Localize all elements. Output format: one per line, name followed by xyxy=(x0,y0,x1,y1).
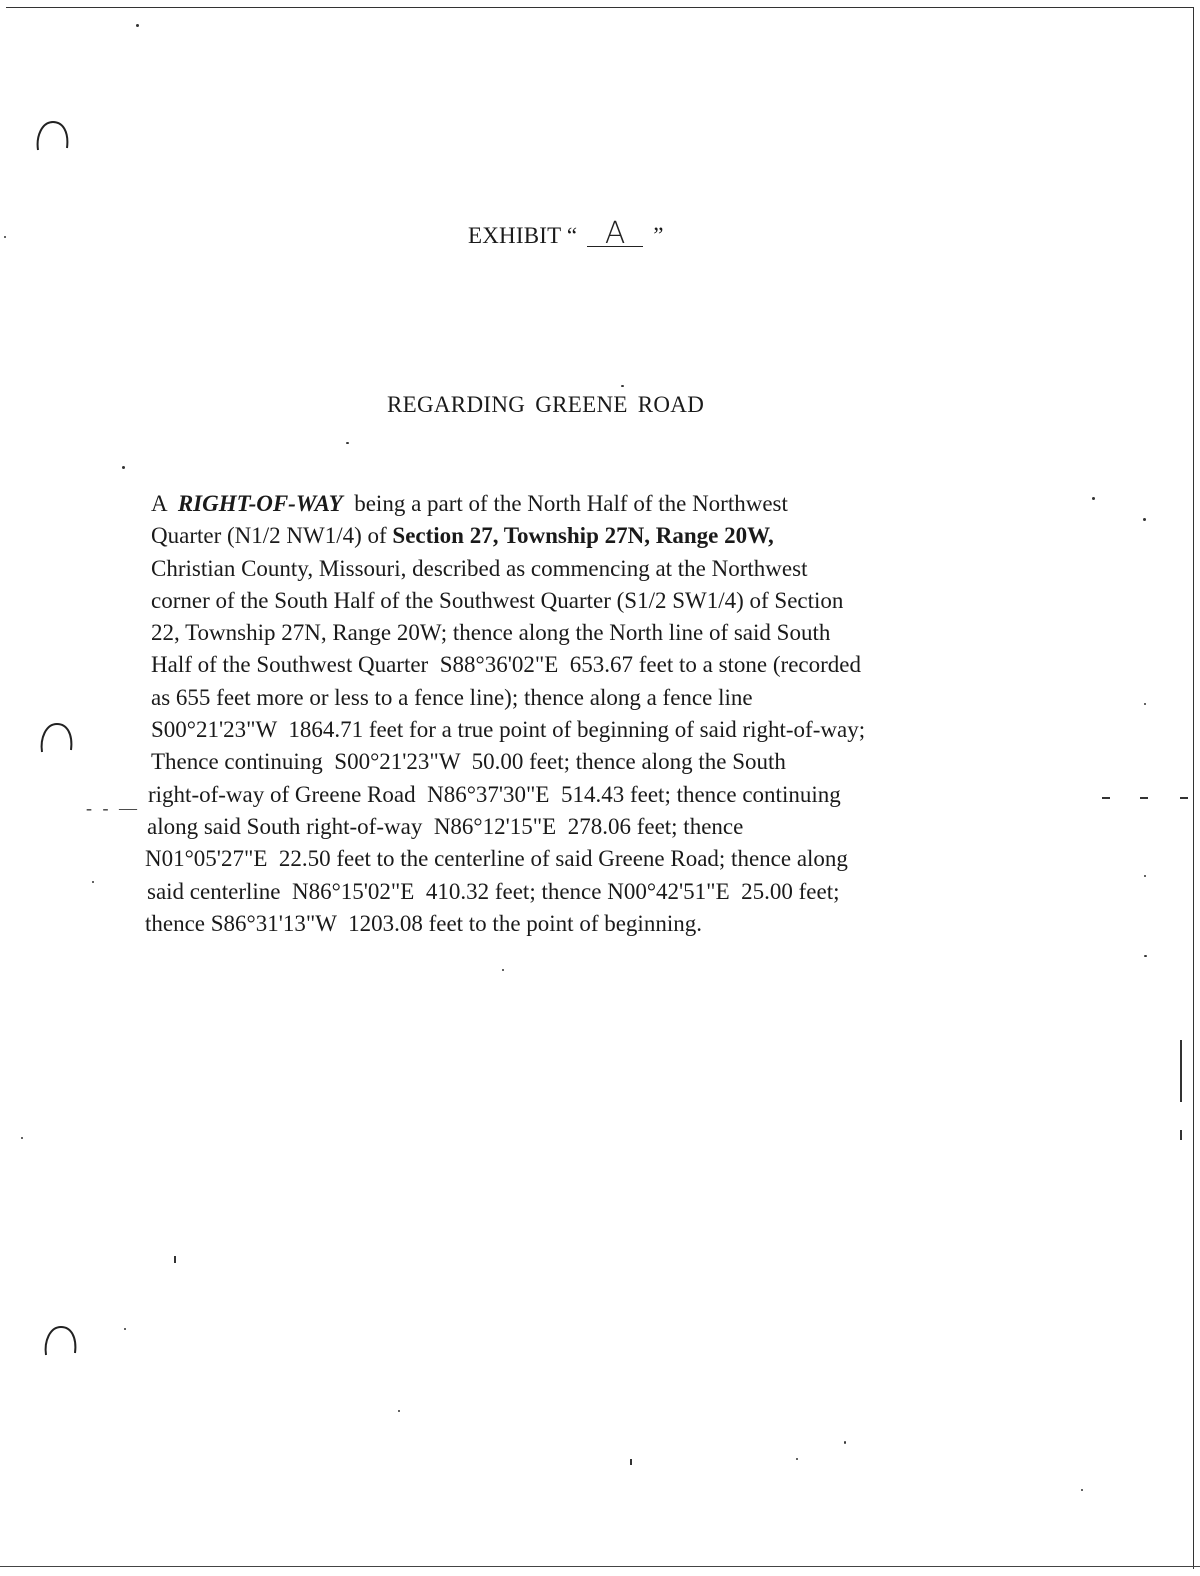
description-text: being a part of the North Half of the Northwest xyxy=(342,491,788,516)
description-text: A xyxy=(151,491,178,516)
page-edge-top xyxy=(6,7,1194,8)
description-text: along said South right-of-way N86°12'15"E 278.06 feet; thence xyxy=(147,813,744,839)
description-text: said centerline N86°15'02"E 410.32 feet; thence N00°42'51"E 25.00 feet; xyxy=(147,878,840,904)
scan-mark xyxy=(1102,797,1110,799)
scan-speck xyxy=(21,1137,23,1139)
description-line xyxy=(145,843,1011,875)
exhibit-letter: A xyxy=(587,222,643,247)
description-line xyxy=(151,746,1011,778)
description-text: Half of the Southwest Quarter S88°36'02"E 653.67 feet to a stone (recorded xyxy=(151,652,861,678)
page-edge-right xyxy=(1193,7,1194,1569)
scan-speck xyxy=(1092,497,1095,500)
punch-hole-icon xyxy=(42,1323,78,1359)
scan-mark xyxy=(630,1459,632,1465)
scan-speck xyxy=(844,1441,846,1444)
description-line xyxy=(151,585,1011,617)
description-text: thence S86°31'13"W 1203.08 feet to the point of beginning. xyxy=(145,910,702,936)
scan-mark xyxy=(1180,1040,1182,1102)
punch-hole-icon xyxy=(34,118,70,154)
description-text: S00°21'23"W 1864.71 feet for a true point of beginning of said right-of-way; xyxy=(151,717,866,743)
description-line xyxy=(147,811,1011,843)
scan-speck xyxy=(124,1328,126,1330)
scan-speck xyxy=(1143,518,1146,521)
scan-mark xyxy=(1180,797,1188,799)
scan-speck xyxy=(621,385,624,387)
scan-speck xyxy=(502,969,504,971)
description-emphasis: Section 27, Township 27N, Range 20W, xyxy=(392,523,774,549)
scan-speck xyxy=(136,24,139,27)
description-line xyxy=(151,714,1011,746)
scan-speck xyxy=(4,236,6,238)
scan-speck xyxy=(1144,955,1147,957)
page-edge-bottom xyxy=(0,1566,1200,1567)
scan-mark xyxy=(1180,1130,1182,1140)
exhibit-heading xyxy=(468,216,664,251)
scan-speck xyxy=(92,881,94,883)
description-line xyxy=(151,520,1011,552)
scan-speck xyxy=(1081,1489,1083,1491)
description-text: as 655 feet more or less to a fence line); thence along a fence line xyxy=(151,684,753,710)
scan-mark xyxy=(1140,797,1148,799)
exhibit-label: EXHIBIT xyxy=(468,223,561,248)
description-text: 22, Township 27N, Range 20W; thence along the North line of said South xyxy=(151,620,831,646)
description-line xyxy=(151,617,1011,649)
scan-speck xyxy=(122,466,125,469)
description-line xyxy=(151,553,1011,585)
description-line xyxy=(147,876,1011,908)
description-line xyxy=(145,908,1011,940)
description-text: right-of-way of Greene Road N86°37'30"E 514.43 feet; thence continuing xyxy=(148,781,841,807)
exhibit-open-quote: “ xyxy=(566,223,578,248)
description-line xyxy=(151,682,1011,714)
description-line xyxy=(151,649,1011,681)
scan-mark xyxy=(174,1256,176,1263)
description-text: corner of the South Half of the Southwest Quarter (S1/2 SW1/4) of Section xyxy=(151,587,844,613)
scan-speck xyxy=(1144,875,1146,877)
description-emphasis: RIGHT-OF-WAY xyxy=(177,491,343,516)
scan-speck xyxy=(346,442,349,444)
margin-mark: - - — xyxy=(86,798,140,818)
legal-description xyxy=(145,488,1011,940)
punch-hole-icon xyxy=(38,720,74,756)
description-text: Quarter (N1/2 NW1/4) of xyxy=(151,523,393,549)
description-line xyxy=(148,779,1011,811)
scan-speck xyxy=(796,1458,798,1460)
document-subtitle: REGARDING GREENE ROAD xyxy=(387,392,705,417)
description-text: Christian County, Missouri, described as commencing at the Northwest xyxy=(151,555,808,581)
exhibit-close-quote: ” xyxy=(653,223,664,248)
description-text: N01°05'27"E 22.50 feet to the centerline of said Greene Road; thence along xyxy=(145,846,848,872)
scan-speck xyxy=(398,1410,400,1412)
scan-speck xyxy=(1144,703,1146,705)
description-line xyxy=(151,488,1011,520)
description-text: Thence continuing S00°21'23"W 50.00 feet; thence along the South xyxy=(151,749,786,775)
